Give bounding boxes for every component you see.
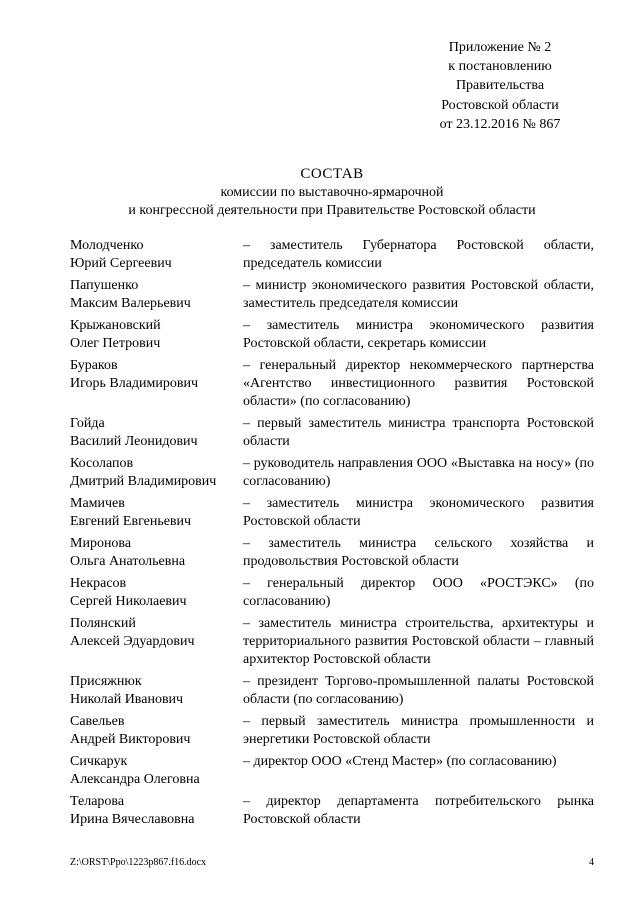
member-surname: Савельев [70, 714, 125, 729]
member-name [70, 793, 243, 829]
attachment-line: к постановлению [448, 59, 552, 75]
member-name [70, 237, 243, 273]
member-given-name: Николай Иванович [70, 692, 184, 707]
member-given-name: Евгений Евгеньевич [70, 514, 192, 529]
member-name [70, 455, 243, 491]
member-row [70, 535, 594, 571]
member-role: – заместитель министра экономического развития Ростовской области, секретарь комиссии [243, 318, 594, 351]
attachment-line: от 23.12.2016 № 867 [439, 116, 561, 132]
member-surname: Гойда [70, 416, 105, 431]
page-number: 4 [589, 857, 594, 868]
member-row [70, 575, 594, 611]
member-given-name: Василий Леонидович [70, 434, 198, 449]
member-given-name: Игорь Владимирович [70, 376, 199, 391]
member-surname: Молодченко [70, 238, 144, 253]
member-surname: Миронова [70, 536, 132, 551]
title-sub-line: комиссии по выставочно-ярмарочной [220, 185, 444, 200]
attachment-line: Ростовской области [441, 97, 559, 113]
member-role: – генеральный директор ООО «РОСТЭКС» (по согласованию) [243, 576, 594, 609]
member-surname: Бураков [70, 358, 118, 373]
member-row [70, 673, 594, 709]
attachment-line: Правительства [455, 78, 545, 94]
file-path: Z:\ORST\Ppo\1223p867.f16.docx [70, 857, 207, 868]
member-surname: Некрасов [70, 576, 127, 591]
member-given-name: Дмитрий Владимирович [70, 474, 217, 489]
member-row [70, 495, 594, 531]
member-row [70, 357, 594, 411]
member-row [70, 455, 594, 491]
member-name [70, 575, 243, 611]
member-row [70, 237, 594, 273]
member-role: – первый заместитель министра транспорта Ростовской области [243, 416, 594, 449]
page-footer [70, 857, 594, 869]
member-given-name: Юрий Сергеевич [70, 256, 172, 271]
member-role: – министр экономического развития Ростовской области, заместитель председателя комиссии [243, 278, 594, 311]
member-name [70, 277, 243, 313]
member-surname: Мамичев [70, 496, 125, 511]
member-role: – генеральный директор некоммерческого партнерства «Агентство инвестиционного развития Ростовской области» (по согласованию) [243, 358, 594, 409]
member-role: – заместитель министра строительства, архитектуры и территориального развития Ростовской области – главный архитектор Ростовской области [243, 616, 594, 667]
member-row [70, 793, 594, 829]
member-name [70, 535, 243, 571]
member-role: – директор департамента потребительского рынка Ростовской области [243, 794, 594, 827]
member-name [70, 673, 243, 709]
member-name [70, 357, 243, 411]
member-row [70, 277, 594, 313]
member-role: – заместитель Губернатора Ростовской области, председатель комиссии [243, 238, 594, 271]
member-role: – руководитель направления ООО «Выставка на носу» (по согласованию) [243, 456, 594, 489]
member-surname: Косолапов [70, 456, 134, 471]
member-surname: Полянский [70, 616, 136, 631]
member-surname: Присяжнюк [70, 674, 142, 689]
member-role: – заместитель министра экономического развития Ростовской области [243, 496, 594, 529]
member-row [70, 317, 594, 353]
member-name [70, 317, 243, 353]
member-given-name: Александра Олеговна [70, 772, 200, 787]
member-row [70, 753, 594, 789]
member-name [70, 713, 243, 749]
members-list [70, 237, 594, 833]
member-row [70, 415, 594, 451]
member-surname: Сичкарук [70, 754, 128, 769]
member-given-name: Сергей Николаевич [70, 594, 187, 609]
member-given-name: Ирина Вячеславовна [70, 812, 195, 827]
member-role: – первый заместитель министра промышленности и энергетики Ростовской области [243, 714, 594, 747]
member-name [70, 415, 243, 451]
member-surname: Крыжановский [70, 318, 161, 333]
attachment-line: Приложение № 2 [448, 40, 552, 55]
member-given-name: Максим Валерьевич [70, 296, 191, 311]
member-role: – заместитель министра сельского хозяйства и продовольствия Ростовской области [243, 536, 594, 569]
document-title [70, 164, 594, 220]
member-name [70, 615, 243, 669]
member-surname: Теларова [70, 794, 125, 809]
member-name [70, 753, 243, 789]
title-main: СОСТАВ [300, 166, 364, 182]
member-given-name: Олег Петрович [70, 336, 161, 351]
member-surname: Папушенко [70, 278, 139, 293]
member-given-name: Андрей Викторович [70, 732, 191, 747]
member-row [70, 713, 594, 749]
member-given-name: Ольга Анатольевна [70, 554, 186, 569]
member-row [70, 615, 594, 669]
member-given-name: Алексей Эдуардович [70, 634, 195, 649]
member-role: – президент Торгово-промышленной палаты Ростовской области (по согласованию) [243, 674, 594, 707]
member-name [70, 495, 243, 531]
member-role: – директор ООО «Стенд Мастер» (по согласованию) [243, 754, 557, 769]
attachment-block [410, 38, 590, 134]
title-sub-line: и конгрессной деятельности при Правительстве Ростовской области [128, 203, 536, 218]
